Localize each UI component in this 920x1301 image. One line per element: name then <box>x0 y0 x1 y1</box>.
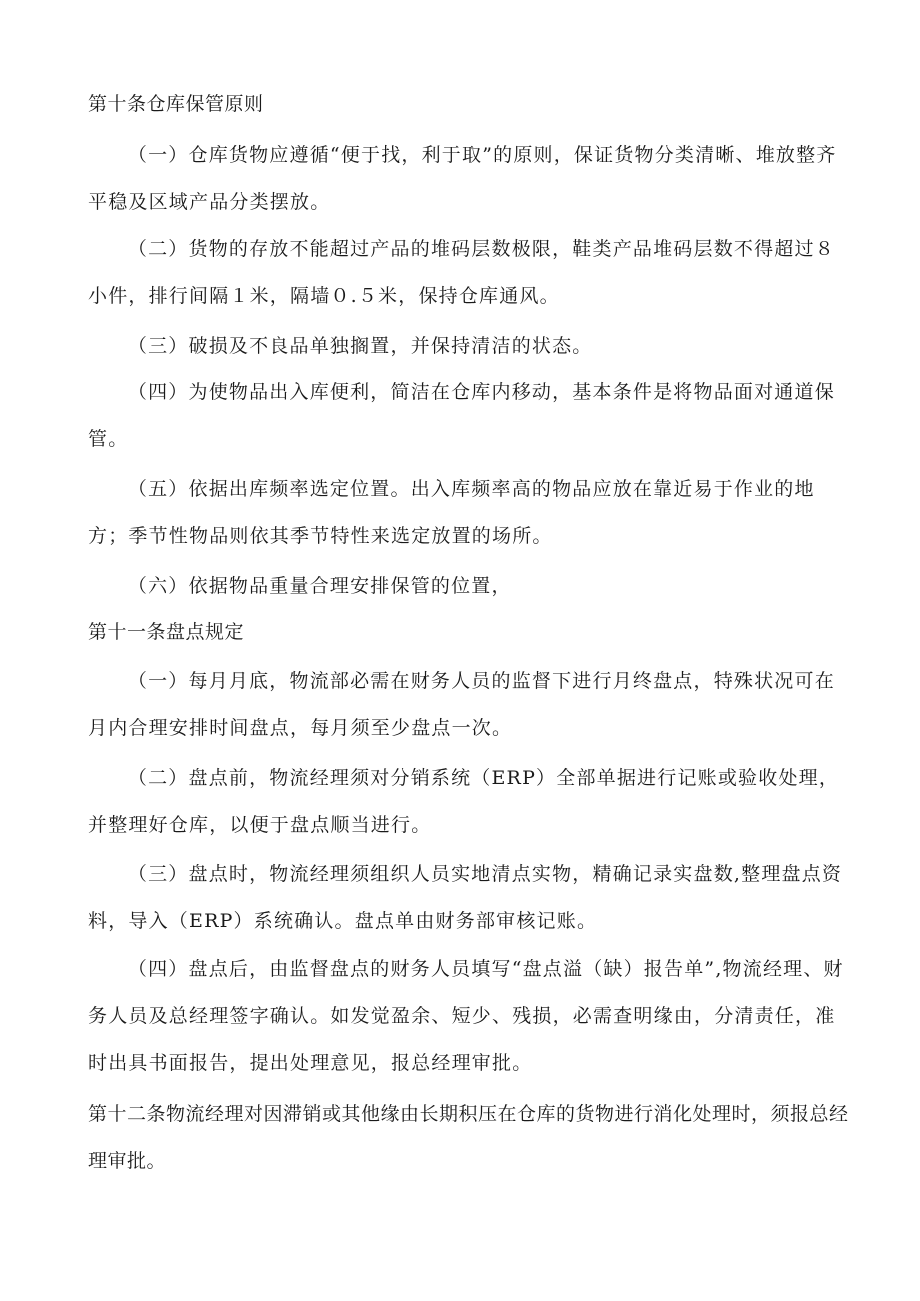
article-10-heading: 第十条仓库保管原则 <box>88 93 264 115</box>
article-10-item-3: （三）破损及不良品单独搁置，并保持清洁的状态。 <box>127 335 593 357</box>
article-10-item-5: （五）依据出库频率选定位置。出入库频率高的物品应放在靠近易于作业的地方；季节性物品则依其季节特性来选定放置的场所。 <box>88 478 815 547</box>
article-11-heading: 第十一条盘点规定 <box>88 621 245 643</box>
article-11-item-1: （一）每月月底，物流部必需在财务人员的监督下进行月终盘点，特殊状况可在月内合理安排时间盘点，每月须至少盘点一次。 <box>88 670 835 739</box>
article-11-item-4: （四）盘点后，由监督盘点的财务人员填写“盘点溢（缺）报告单”,物流经理、财务人员及总经理签字确认。如发觉盈余、短少、残损，必需查明缘由，分清责任，准时出具书面报告，提出处理意见，报总经理审批。 <box>88 958 844 1074</box>
article-10-item-1: （一）仓库货物应遵循“便于找，利于取”的原则，保证货物分类清晰、堆放整齐平稳及区域产品分类摆放。 <box>88 144 837 213</box>
article-12-text: 第十二条物流经理对因滞销或其他缘由长期积压在仓库的货物进行消化处理时，须报总经理审批。 <box>88 1103 849 1172</box>
article-10-item-6: （六）依据物品重量合理安排保管的位置， <box>127 575 512 597</box>
article-10-item-4: （四）为使物品出入库便利，简洁在仓库内移动，基本条件是将物品面对通道保管。 <box>88 381 835 450</box>
article-10-item-2: （二）货物的存放不能超过产品的堆码层数极限，鞋类产品堆码层数不得超过８小件，排行间隔１米，隔墙０.５米，保持仓库通风。 <box>88 238 835 307</box>
article-11-item-2: （二）盘点前，物流经理须对分销系统（ERP）全部单据进行记账或验收处理，并整理好仓库，以便于盘点顺当进行。 <box>88 767 840 836</box>
article-11-item-3: （三）盘点时，物流经理须组织人员实地清点实物，精确记录实盘数,整理盘点资料，导入（ERP）系统确认。盘点单由财务部审核记账。 <box>88 863 843 932</box>
